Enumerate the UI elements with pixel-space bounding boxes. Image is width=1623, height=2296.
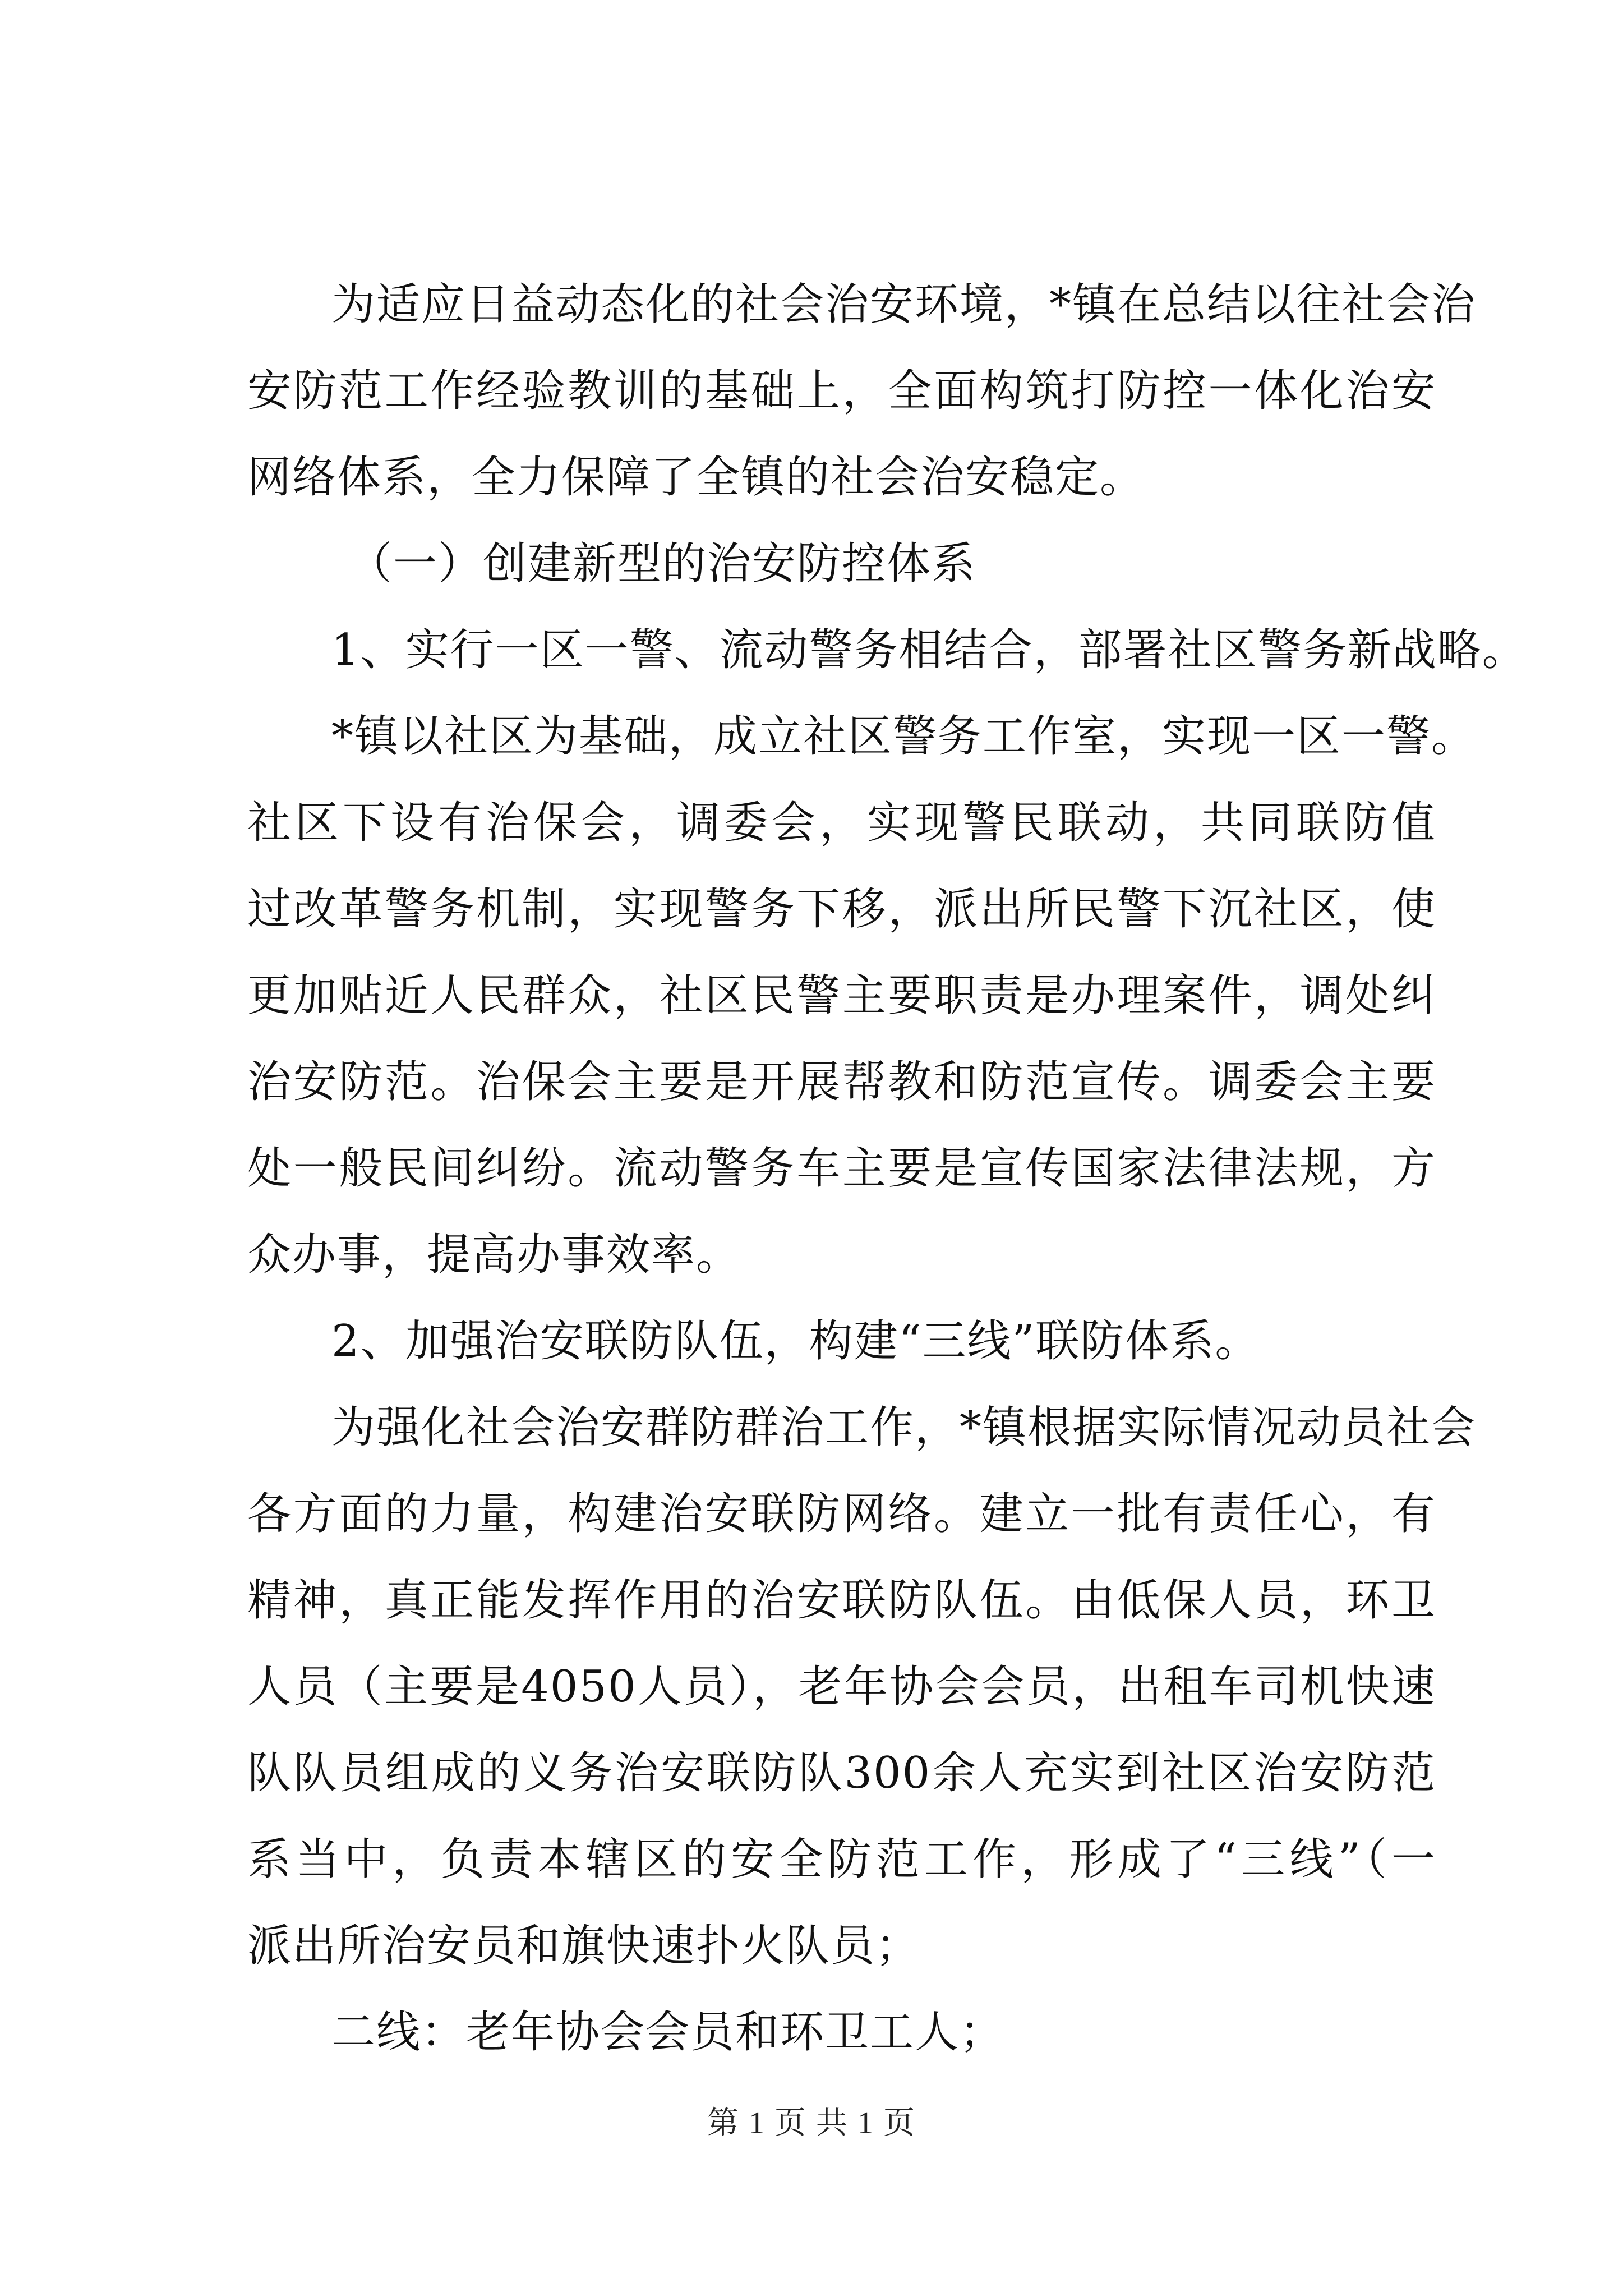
- paragraph-line: 精神，真正能发挥作用的治安联防队伍。由低保人员，环卫: [247, 1575, 1436, 1626]
- paragraph-line: 众办事，提高办事效率。: [247, 1230, 741, 1280]
- paragraph-line: 为强化社会治安群防群治工作，*镇根据实际情况动员社会: [331, 1402, 1477, 1453]
- paragraph-line: *镇以社区为基础，成立社区警务工作室，实现一区一警。: [331, 711, 1477, 762]
- paragraph-line: 治安防范。治保会主要是开展帮教和防范宣传。调委会主要: [247, 1057, 1436, 1107]
- paragraph-line: 网络体系，全力保障了全镇的社会治安稳定。: [247, 452, 1145, 503]
- paragraph-line: 过改革警务机制，实现警务下移，派出所民警下沉社区，使: [247, 884, 1436, 935]
- paragraph-line: 社区下设有治保会，调委会，实现警民联动，共同联防值: [247, 798, 1436, 848]
- paragraph-line: 队队员组成的义务治安联防队300余人充实到社区治安防范: [247, 1748, 1436, 1798]
- paragraph-line: 二线：老年协会会员和环卫工人；: [331, 2007, 1005, 2058]
- subsection-heading: 2、加强治安联防队伍，构建“三线”联防体系。: [331, 1316, 1260, 1366]
- paragraph-line: 派出所治安员和旗快速扑火队员；: [247, 1921, 921, 1971]
- paragraph-line: 系当中，负责本辖区的安全防范工作，形成了“三线”（一: [247, 1834, 1436, 1885]
- subsection-heading: 1、实行一区一警、流动警务相结合，部署社区警务新战略。: [331, 625, 1527, 675]
- paragraph-line: 为适应日益动态化的社会治安环境，*镇在总结以往社会治: [331, 279, 1477, 330]
- page-number-footer: 第 1 页 共 1 页: [707, 2106, 916, 2141]
- paragraph-line: 人员（主要是4050人员），老年协会会员，出租车司机快速: [247, 1662, 1436, 1712]
- paragraph-line: 各方面的力量，构建治安联防网络。建立一批有责任心，有: [247, 1489, 1436, 1539]
- paragraph-line: 处一般民间纠纷。流动警务车主要是宣传国家法律法规，方: [247, 1143, 1436, 1194]
- document-body: [247, 261, 1527, 2076]
- section-heading: （一）创建新型的治安防控体系: [348, 539, 977, 589]
- paragraph-line: 更加贴近人民群众，社区民警主要职责是办理案件，调处纠: [247, 970, 1436, 1021]
- paragraph-line: 安防范工作经验教训的基础上，全面构筑打防控一体化治安: [247, 366, 1436, 416]
